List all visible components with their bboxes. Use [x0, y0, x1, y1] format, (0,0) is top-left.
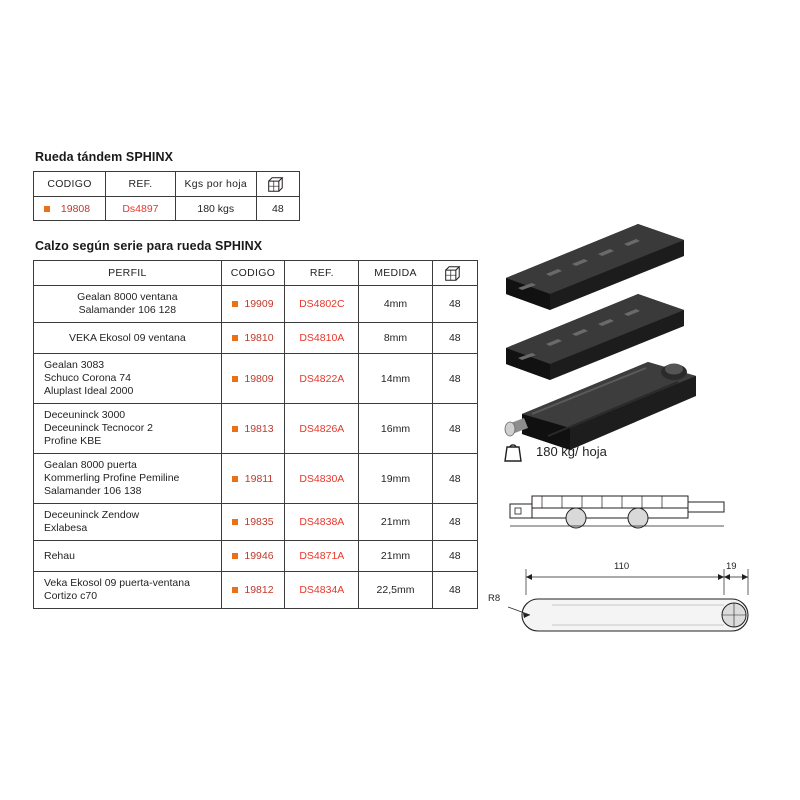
codigo-value: 19813	[244, 422, 274, 435]
cell-perfil	[34, 354, 222, 404]
cell-box-qty: 48	[432, 572, 477, 609]
cell-perfil	[34, 504, 222, 541]
column-header-kgs: Kgs por hoja	[175, 172, 256, 197]
bullet-marker-icon	[232, 519, 238, 525]
bullet-marker-icon	[232, 335, 238, 341]
cell-box-qty: 48	[432, 454, 477, 504]
cell-box-qty: 48	[432, 404, 477, 454]
perfil-line: Exlabesa	[44, 522, 88, 534]
tables-column	[33, 150, 478, 609]
cell-ref: Ds4897	[106, 197, 176, 221]
cell-ref: DS4830A	[285, 454, 359, 504]
perfil-line: Salamander 106 128	[78, 304, 177, 316]
column-header-ref: REF.	[106, 172, 176, 197]
column-header-perfil: PERFIL	[34, 261, 222, 286]
cell-codigo	[221, 504, 284, 541]
bullet-marker-icon	[232, 426, 238, 432]
perfil-line: VEKA Ekosol 09 ventana	[68, 331, 186, 344]
cell-box-qty: 48	[432, 541, 477, 572]
dimension-label-length: 110	[614, 561, 630, 572]
cell-ref: DS4871A	[285, 541, 359, 572]
load-capacity-note	[500, 438, 607, 464]
cell-box-qty: 48	[432, 323, 477, 354]
perfil-line: Deceuninck Tecnocor 2	[44, 422, 153, 434]
cell-medida: 14mm	[359, 354, 432, 404]
table-row	[34, 354, 478, 404]
cell-medida: 21mm	[359, 541, 432, 572]
table-row	[34, 454, 478, 504]
cell-perfil	[34, 286, 222, 323]
shim-upper-graphic	[506, 224, 684, 310]
codigo-value: 19812	[244, 584, 274, 596]
column-header-ref: REF.	[285, 261, 359, 286]
product-isometric-illustration	[488, 200, 788, 465]
weight-icon	[500, 438, 526, 464]
calzo-table	[33, 260, 478, 609]
cell-medida: 21mm	[359, 504, 432, 541]
cell-medida: 4mm	[359, 286, 432, 323]
cell-perfil	[34, 541, 222, 572]
perfil-line: Veka Ekosol 09 puerta-ventana	[44, 577, 190, 589]
column-header-codigo: CODIGO	[221, 261, 284, 286]
cell-box-qty: 48	[432, 286, 477, 323]
side-view-drawing	[498, 480, 768, 545]
cell-ref: DS4822A	[285, 354, 359, 404]
tandem-section-title: Rueda tándem SPHINX	[35, 150, 174, 164]
codigo-value: 19835	[244, 516, 274, 528]
calzo-section	[33, 239, 478, 609]
codigo-value: 19808	[60, 202, 91, 215]
cell-medida: 22,5mm	[359, 572, 432, 609]
column-header-box-icon	[432, 261, 477, 286]
illustration-column	[478, 150, 788, 690]
cell-codigo	[221, 454, 284, 504]
dimension-drawing	[486, 555, 786, 650]
table-header-row	[34, 172, 300, 197]
bullet-marker-icon	[232, 376, 238, 382]
table-row	[34, 541, 478, 572]
cell-perfil	[34, 323, 222, 354]
column-header-codigo: CODIGO	[34, 172, 106, 197]
tandem-table	[33, 171, 300, 221]
column-header-box-icon	[256, 172, 299, 197]
table-row	[34, 404, 478, 454]
cell-codigo	[221, 572, 284, 609]
cell-box-qty: 48	[432, 504, 477, 541]
bullet-marker-icon	[232, 301, 238, 307]
cell-box-qty: 48	[432, 354, 477, 404]
cell-box-qty: 48	[256, 197, 299, 221]
cell-ref: DS4834A	[285, 572, 359, 609]
cell-perfil	[34, 454, 222, 504]
cell-kgs: 180 kgs	[175, 197, 256, 221]
perfil-line: Gealan 8000 puerta	[44, 459, 137, 471]
cell-ref: DS4810A	[285, 323, 359, 354]
perfil-line: Kommerling Profine Pemiline	[44, 472, 180, 484]
box-icon	[444, 265, 466, 282]
calzo-table-body	[34, 286, 478, 609]
perfil-line: Salamander 106 138	[44, 485, 142, 497]
table-header-row	[34, 261, 478, 286]
table-row	[34, 323, 478, 354]
perfil-line: Rehau	[44, 549, 75, 562]
cell-codigo	[221, 323, 284, 354]
cell-ref: DS4826A	[285, 404, 359, 454]
cell-ref: DS4838A	[285, 504, 359, 541]
table-row	[34, 504, 478, 541]
tandem-roller-graphic	[505, 362, 696, 450]
bullet-marker-icon	[232, 553, 238, 559]
cell-perfil	[34, 404, 222, 454]
dimension-label-radius: R8	[488, 593, 501, 604]
table-row	[34, 286, 478, 323]
perfil-line: Aluplast Ideal 2000	[44, 385, 134, 397]
cell-codigo	[221, 286, 284, 323]
codigo-value: 19946	[244, 550, 274, 562]
codigo-value: 19809	[244, 372, 274, 385]
cell-codigo	[221, 404, 284, 454]
bullet-marker-icon	[232, 587, 238, 593]
cell-codigo	[34, 197, 106, 221]
table-row	[34, 197, 300, 221]
calzo-section-title: Calzo según serie para rueda SPHINX	[35, 239, 263, 253]
perfil-line: Gealan 8000 ventana	[77, 291, 178, 303]
perfil-line: Deceuninck 3000	[44, 409, 126, 421]
cell-medida: 16mm	[359, 404, 432, 454]
cell-codigo	[221, 354, 284, 404]
cell-perfil	[34, 572, 222, 609]
box-icon	[267, 176, 289, 193]
cell-codigo	[221, 541, 284, 572]
perfil-line: Schuco Corona 74	[44, 372, 131, 384]
perfil-line: Deceuninck Zendow	[44, 509, 140, 521]
cell-medida: 19mm	[359, 454, 432, 504]
perfil-line: Profine KBE	[44, 435, 102, 447]
tandem-section	[33, 150, 478, 221]
perfil-line: Cortizo c70	[44, 590, 98, 602]
cell-ref: DS4802C	[285, 286, 359, 323]
codigo-value: 19810	[244, 332, 274, 344]
dimension-label-width: 19	[726, 561, 737, 572]
codigo-value: 19909	[244, 298, 274, 310]
bullet-marker-icon	[232, 476, 238, 482]
load-capacity-label: 180 kg/ hoja	[536, 443, 607, 459]
cell-medida: 8mm	[359, 323, 432, 354]
table-row	[34, 572, 478, 609]
column-header-medida: MEDIDA	[359, 261, 432, 286]
codigo-value: 19811	[244, 472, 274, 485]
perfil-line: Gealan 3083	[44, 359, 105, 371]
bullet-marker-icon	[44, 206, 50, 212]
